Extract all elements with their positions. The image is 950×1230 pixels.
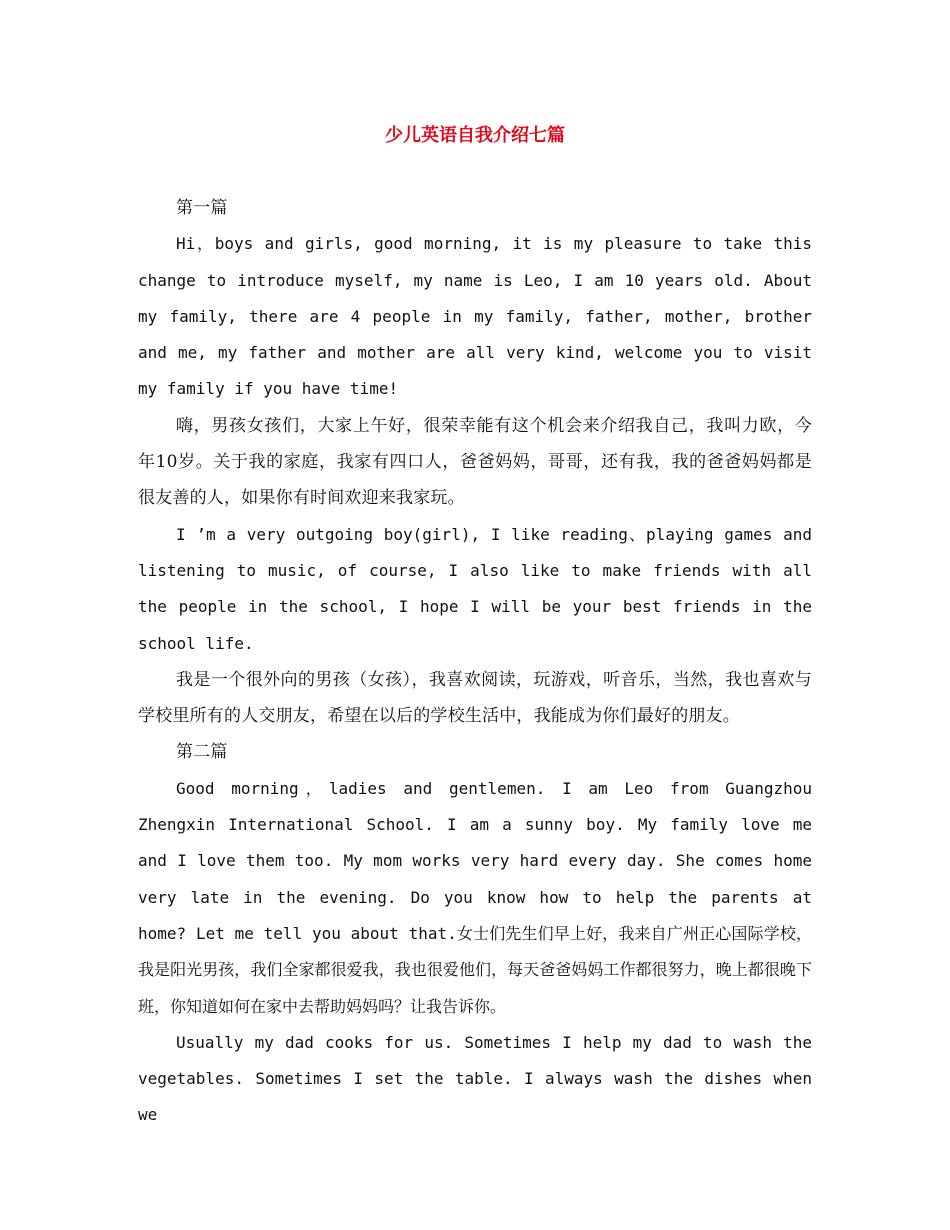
- document-title: 少儿英语自我介绍七篇: [385, 125, 565, 146]
- paragraph-english-3: Usually my dad cooks for us. Sometimes I help my dad to wash the vegetables. Sometimes I set the table. I always wash the dishes when we: [138, 1032, 812, 1125]
- paragraph-mixed-1: Good morning，ladies and gentlemen. I am Leo from Guangzhou Zhengxin International School. I am a sunny boy. My family love me and I love them too. My mom works very hard every day. She comes home very late in the evening. Do you know how to help the parents at home? Let me tell you about that.女士们先生们早上好，我来自广州正心国际学校，我是阳光男孩，我们全家都很爱我，我也很爱他们，每天爸爸妈妈工作都很努力，晚上都很晚下班，你知道如何在家中去帮助妈妈吗？让我告诉你。: [138, 778, 812, 1016]
- paragraph-english-2: I ’m a very outgoing boy(girl), I like reading、playing games and listening to music, of course, I also like to make friends with all the people in the school, I hope I will be your best friends in the school life.: [138, 524, 812, 653]
- paragraph-chinese-1: 嗨，男孩女孩们，大家上午好，很荣幸能有这个机会来介绍我自己，我叫力欧，今年10岁。关于我的家庭，我家有四口人，爸爸妈妈，哥哥，还有我，我的爸爸妈妈都是很友善的人，如果你有时间欢迎来我家玩。: [138, 415, 812, 509]
- paragraph-chinese-2: 我是一个很外向的男孩（女孩），我喜欢阅读，玩游戏，听音乐，当然，我也喜欢与学校里所有的人交朋友，希望在以后的学校生活中，我能成为你们最好的朋友。: [138, 669, 812, 727]
- section-heading-1: 第一篇: [176, 198, 228, 218]
- document-body: [138, 190, 812, 1134]
- paragraph-english-1: Hi，boys and girls, good morning, it is my pleasure to take this change to introduce myself, my name is Leo, I am 10 years old. About my family, there are 4 people in my family, father, mother, brother and me, my father and mother are all very kind, welcome you to visit my family if you have time!: [138, 234, 812, 399]
- section-heading-2: 第二篇: [176, 742, 228, 763]
